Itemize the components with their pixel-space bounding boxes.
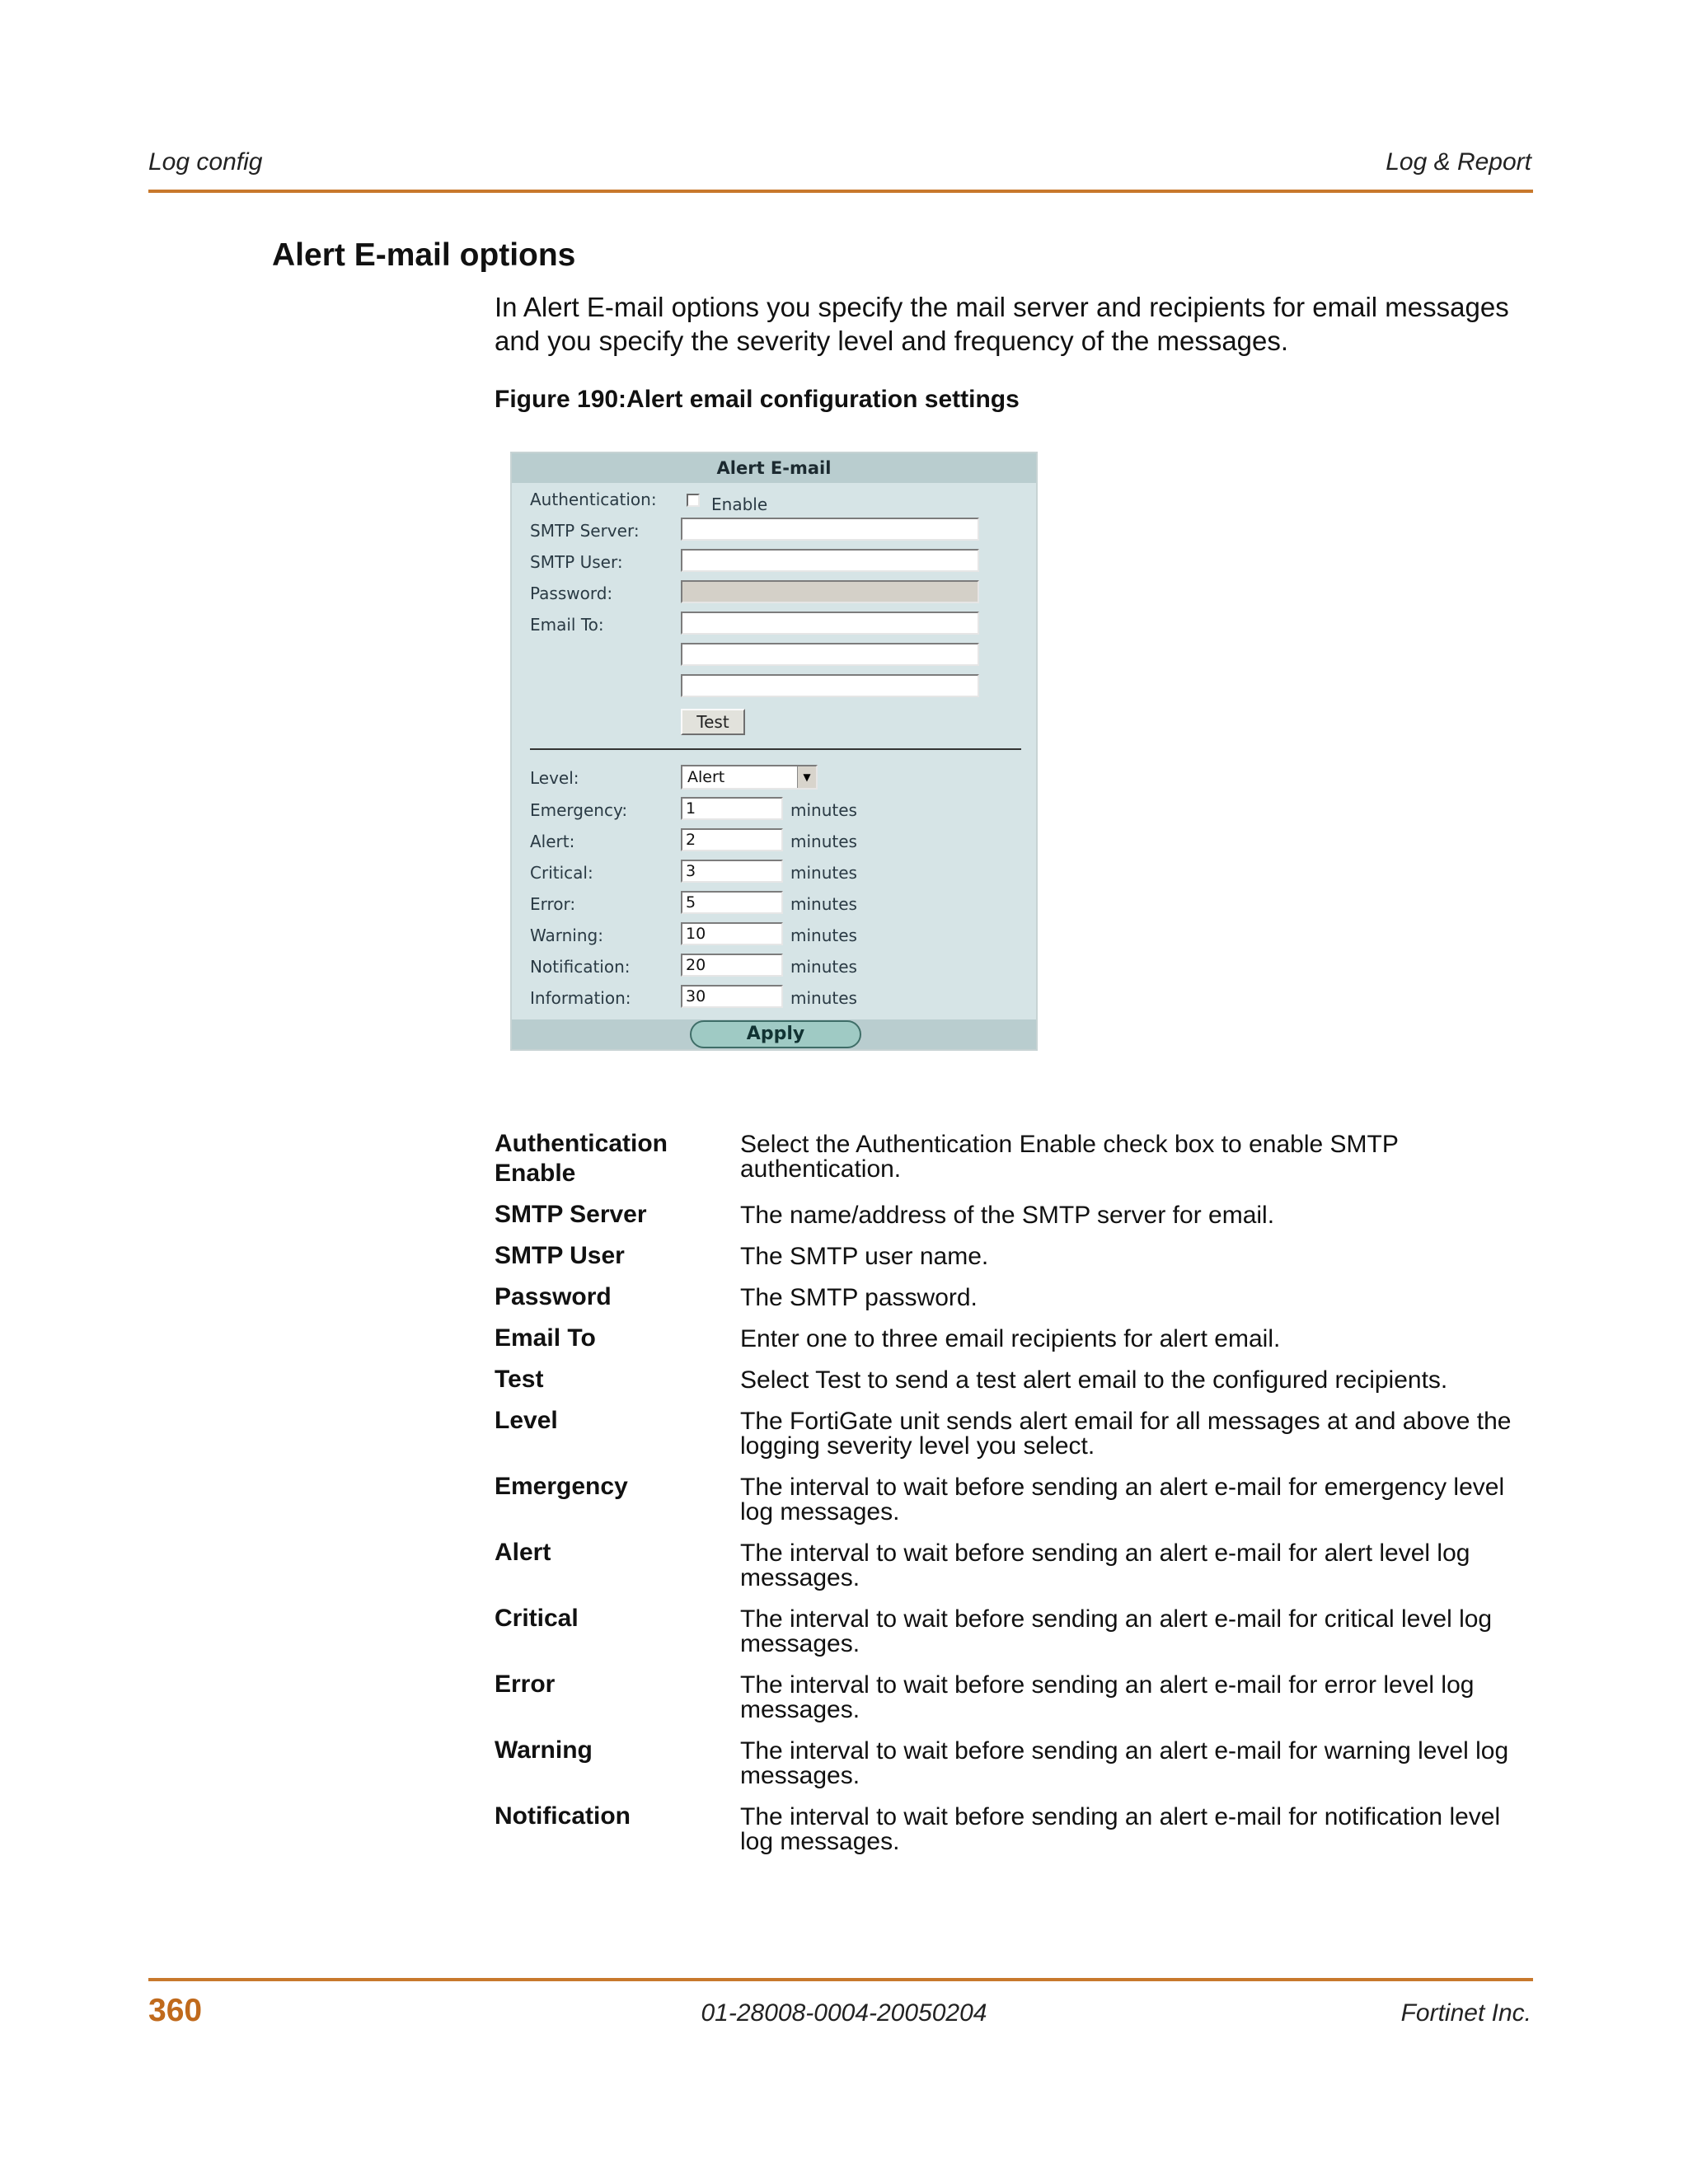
level-select-value: Alert xyxy=(687,768,725,786)
footer-rule xyxy=(148,1978,1533,1981)
email-to-input-3[interactable] xyxy=(681,674,979,697)
definition-term: Critical xyxy=(495,1605,579,1632)
email-to-input-2[interactable] xyxy=(681,643,979,666)
email-to-label: Email To: xyxy=(530,615,604,635)
figure-caption: Figure 190:Alert email configuration settings xyxy=(495,386,1020,413)
definition-desc: The interval to wait before sending an alert e-mail for warning level log messages. xyxy=(740,1737,1509,1789)
page-number: 360 xyxy=(148,1993,203,2028)
definition-desc: The interval to wait before sending an alert e-mail for critical level log messages. xyxy=(740,1605,1493,1657)
definition-desc: Enter one to three email recipients for alert email. xyxy=(740,1325,1281,1352)
smtp-server-input[interactable] xyxy=(681,518,979,541)
error-label: Error: xyxy=(530,894,576,914)
emergency-interval-input[interactable]: 1 xyxy=(681,797,783,820)
intro-paragraph: In Alert E-mail options you specify the mail server and recipients for email messages and you specify the severity level and frequency of the messages. xyxy=(495,292,1509,356)
definition-term: Email To xyxy=(495,1324,596,1352)
definition-desc: The name/address of the SMTP server for email. xyxy=(740,1202,1275,1229)
authentication-label: Authentication: xyxy=(530,490,657,509)
definition-term: Notification xyxy=(495,1802,631,1830)
section-title: Alert E-mail options xyxy=(272,237,576,273)
test-button[interactable]: Test xyxy=(681,709,745,735)
definition-term: Authentication Enable xyxy=(495,1130,668,1187)
minutes-unit: minutes xyxy=(790,894,857,914)
email-to-input-1[interactable] xyxy=(681,612,979,635)
definition-desc: The interval to wait before sending an alert e-mail for emergency level log messages. xyxy=(740,1474,1505,1526)
minutes-unit: minutes xyxy=(790,957,857,977)
emergency-label: Emergency: xyxy=(530,800,628,820)
error-interval-input[interactable]: 5 xyxy=(681,891,783,914)
smtp-user-label: SMTP User: xyxy=(530,552,623,572)
minutes-unit: minutes xyxy=(790,926,857,945)
running-header-left: Log config xyxy=(148,148,263,176)
level-label: Level: xyxy=(530,768,579,788)
minutes-unit: minutes xyxy=(790,800,857,820)
definition-term: Warning xyxy=(495,1736,593,1764)
definition-desc: The interval to wait before sending an alert e-mail for alert level log messages. xyxy=(740,1540,1470,1591)
notification-interval-input[interactable]: 20 xyxy=(681,954,783,977)
minutes-unit: minutes xyxy=(790,832,857,851)
company-name: Fortinet Inc. xyxy=(1400,1999,1531,2027)
enable-label: Enable xyxy=(711,494,768,514)
definition-desc: Select Test to send a test alert email to the configured recipients. xyxy=(740,1366,1448,1394)
password-input[interactable] xyxy=(681,580,979,603)
information-interval-input[interactable]: 30 xyxy=(681,985,783,1008)
definition-term: Emergency xyxy=(495,1473,628,1500)
definition-desc: The SMTP user name. xyxy=(740,1243,989,1270)
notification-label: Notification: xyxy=(530,957,631,977)
definition-term: SMTP Server xyxy=(495,1201,647,1228)
minutes-unit: minutes xyxy=(790,863,857,883)
definition-desc: The interval to wait before sending an alert e-mail for error level log messages. xyxy=(740,1671,1475,1723)
definition-desc: Select the Authentication Enable check box to enable SMTP authentication. xyxy=(740,1131,1399,1183)
definition-term: Alert xyxy=(495,1539,551,1566)
definition-term: Password xyxy=(495,1283,612,1310)
alert-email-panel xyxy=(510,452,1038,1051)
password-label: Password: xyxy=(530,583,613,603)
apply-button[interactable]: Apply xyxy=(690,1020,861,1048)
alert-label: Alert: xyxy=(530,832,575,851)
definition-term: SMTP User xyxy=(495,1242,625,1269)
definition-term: Level xyxy=(495,1407,558,1434)
chevron-down-icon[interactable]: ▼ xyxy=(797,766,816,788)
definition-desc: The SMTP password. xyxy=(740,1284,978,1311)
level-select[interactable] xyxy=(681,765,818,790)
panel-title: Alert E-mail xyxy=(512,453,1036,483)
header-rule xyxy=(148,190,1533,193)
panel-divider xyxy=(530,748,1021,750)
information-label: Information: xyxy=(530,988,631,1008)
definition-desc: The interval to wait before sending an alert e-mail for notification level log messages. xyxy=(740,1803,1501,1855)
alert-interval-input[interactable]: 2 xyxy=(681,828,783,851)
authentication-enable-checkbox[interactable] xyxy=(687,494,700,507)
running-header-right: Log & Report xyxy=(1386,148,1531,176)
warning-interval-input[interactable]: 10 xyxy=(681,922,783,945)
critical-label: Critical: xyxy=(530,863,593,883)
definition-term: Test xyxy=(495,1366,544,1393)
definition-term: Error xyxy=(495,1671,556,1698)
smtp-server-label: SMTP Server: xyxy=(530,521,640,541)
smtp-user-input[interactable] xyxy=(681,549,979,572)
document-id: 01-28008-0004-20050204 xyxy=(701,1999,987,2027)
critical-interval-input[interactable]: 3 xyxy=(681,860,783,883)
minutes-unit: minutes xyxy=(790,988,857,1008)
warning-label: Warning: xyxy=(530,926,603,945)
definition-desc: The FortiGate unit sends alert email for all messages at and above the logging severity level you select. xyxy=(740,1408,1512,1460)
